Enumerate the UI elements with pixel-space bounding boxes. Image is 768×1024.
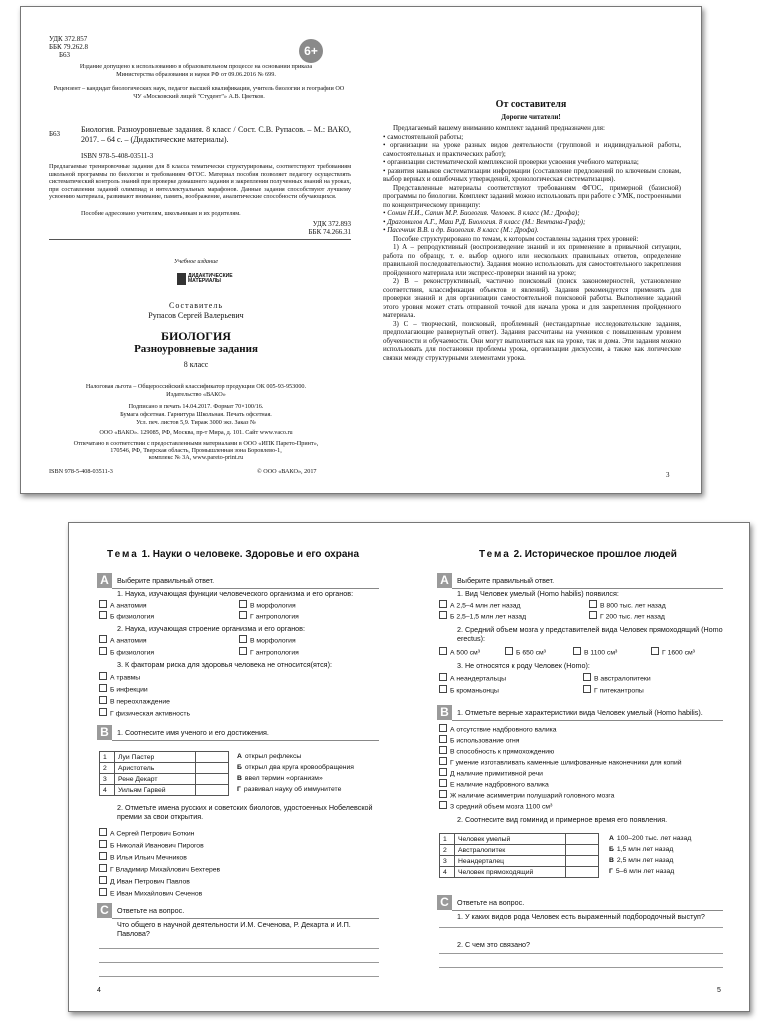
book-title: БИОЛОГИЯ [161, 329, 231, 343]
answer-letter: Г [609, 868, 613, 875]
checkbox[interactable] [239, 647, 247, 655]
divider [112, 918, 379, 919]
checkbox[interactable] [99, 684, 107, 692]
answer-option[interactable] [99, 840, 204, 850]
table-row [100, 752, 229, 763]
printing-house-3: комплекс № 3А, www.pareto-print.ru [148, 454, 244, 461]
preface-paragraph: Представленные материалы соответствуют требованиям ФГОС, примерной (базисной) программы по биологии. Комплект заданий можно использовать при работе с УМК, построенными по концентрическому принципу: [383, 183, 681, 209]
checkbox[interactable] [439, 735, 447, 743]
checkbox[interactable] [99, 864, 107, 872]
option-label: Д Иван Петрович Павлов [110, 878, 190, 886]
option-label: Б инфекции [110, 686, 148, 694]
answer-option[interactable] [99, 828, 194, 838]
answer-line[interactable] [439, 967, 723, 968]
option-label: Б физиология [110, 613, 155, 621]
bbk-code-2: ББК 74.266.31 [308, 228, 351, 236]
option-label: А 500 см³ [450, 649, 480, 657]
bbk-code: ББК 79.262.8 [49, 43, 88, 51]
answer-text: 5–6 млн лет назад [615, 868, 675, 875]
table-row [100, 763, 229, 774]
compiler-name: Рупасов Сергей Валерьевич [148, 311, 244, 320]
answer-option[interactable] [589, 611, 665, 621]
option-label: А 2,5–4 млн лет назад [450, 602, 521, 610]
checkbox[interactable] [439, 600, 447, 608]
level-c-badge: C [437, 895, 452, 910]
option-label: Б кроманьонцы [450, 687, 499, 695]
match-answer [609, 846, 673, 853]
topic-name: 2. Историческое прошлое людей [513, 549, 677, 560]
answer-option[interactable] [99, 888, 202, 898]
answer-option[interactable] [99, 611, 154, 621]
level-a-badge: A [437, 573, 452, 588]
option-label: Ж наличие асимметрии полушарий головного мозга [450, 792, 615, 800]
option-label: Б Николай Иванович Пирогов [110, 842, 204, 850]
checkbox[interactable] [239, 611, 247, 619]
question-b2: 2. Отметьте имена русских и советских биологов, удостоенных Нобелевской премии за свои открытия. [117, 803, 373, 821]
option-label: Г Владимир Михайлович Бехтерев [110, 866, 221, 874]
checkbox[interactable] [439, 768, 447, 776]
table-cell: 3 [100, 774, 115, 785]
question-a1: 1. Наука, изучающая функции человеческого организма и его органов: [117, 589, 354, 598]
option-label: Б 650 см³ [516, 649, 546, 657]
answer-text: открыл рефлексы [244, 753, 302, 760]
answer-option[interactable] [439, 746, 554, 756]
answer-cell[interactable] [196, 763, 229, 774]
compiler-label: Составитель [169, 301, 223, 310]
answer-option[interactable] [99, 672, 140, 682]
option-label: Б использование огня [450, 737, 520, 745]
option-label: Г антропология [250, 613, 299, 621]
answer-cell[interactable] [566, 867, 599, 878]
match-answer [237, 786, 341, 793]
section-b-instruction: 1. Отметьте верные характеристики вида Человек умелый (Homo habilis). [457, 708, 703, 717]
answer-line[interactable] [99, 962, 379, 963]
preface-bullet: • Пасечник В.В. и др. Биология. 8 класс (М.: Дрофа). [383, 226, 539, 234]
option-label: З средний объем мозга 1100 см³ [450, 803, 553, 811]
preface-paragraph: 1) А – репродуктивный (воспроизведение знаний и их применение в привычной ситуации, работа по образцу, т. е. выбор одного или нескольких правильных ответов, определение правильной последовательности). Задания можно использовать для самостоятельного закрепления пройденного материала или экспресс-проверки знаний на уроке; [383, 243, 681, 277]
answer-line[interactable] [99, 976, 379, 977]
checkbox[interactable] [99, 852, 107, 860]
checkbox[interactable] [239, 600, 247, 608]
table-row [100, 774, 229, 785]
publisher: Издательство «ВАКО» [166, 391, 226, 398]
section-c-instruction: Ответьте на вопрос. [457, 898, 525, 907]
answer-option[interactable] [99, 852, 187, 862]
answer-text: 1,5 млн лет назад [616, 846, 674, 853]
checkbox[interactable] [99, 696, 107, 704]
question-a3: 3. К факторам риска для здоровья человека не относится(ятся): [117, 660, 332, 669]
section-a-instruction: Выберите правильный ответ. [457, 576, 555, 585]
topic-label: Тема [107, 549, 139, 560]
catalog-code: Б63 [49, 130, 61, 138]
level-b-badge: B [97, 725, 112, 740]
section-c-header [97, 903, 379, 919]
table-cell: Австралопитек [455, 845, 566, 856]
answer-option[interactable] [239, 647, 299, 657]
answer-option[interactable] [99, 696, 170, 706]
divider [112, 740, 379, 741]
page-number-3: 3 [666, 471, 670, 479]
series-logo-text: ДИДАКТИЧЕСКИЕ МАТЕРИАЛЫ [188, 272, 233, 285]
answer-option[interactable] [439, 779, 549, 789]
checkbox[interactable] [505, 647, 513, 655]
checkbox[interactable] [439, 611, 447, 619]
answer-letter: Б [237, 764, 242, 771]
table-cell: Человек прямоходящий [455, 867, 566, 878]
question-a2: 2. Средний объем мозга у представителей вида Человек прямоходящий (Homo erectus): [457, 625, 723, 643]
answer-option[interactable] [99, 684, 148, 694]
answer-option[interactable] [505, 647, 546, 657]
table-cell: 4 [100, 785, 115, 796]
table-cell: 3 [440, 856, 455, 867]
preface-bullet: • организации на уроке разных видов деятельности (групповой и индивидуальной работы, самостоятельных и практических работ); [383, 141, 681, 158]
divider [452, 720, 723, 721]
udk-code-2: УДК 372.893 [312, 220, 351, 228]
answer-option[interactable] [439, 647, 480, 657]
option-label: Е Иван Михайлович Сеченов [110, 890, 203, 898]
option-label: В 800 тыс. лет назад [600, 602, 666, 610]
checkbox[interactable] [439, 685, 447, 693]
answer-cell[interactable] [566, 845, 599, 856]
answer-letter: А [237, 753, 242, 760]
answer-text: 2,5 млн лет назад [616, 857, 674, 864]
option-label: А отсутствие надбровного валика [450, 726, 557, 734]
topic-name: 1. Науки о человеке. Здоровье и его охрана [141, 549, 360, 560]
answer-text: открыл два круга кровообращения [244, 764, 354, 771]
book-subtitle: Разноуровневые задания [134, 343, 258, 355]
answer-option[interactable] [99, 864, 220, 874]
table-cell: 2 [440, 845, 455, 856]
checkbox[interactable] [99, 672, 107, 680]
level-c-badge: C [97, 903, 112, 918]
answer-option[interactable] [651, 647, 695, 657]
answer-option[interactable] [439, 600, 520, 610]
section-b-header [97, 725, 379, 741]
section-b-header [437, 705, 723, 721]
option-label: А неандертальцы [450, 675, 506, 683]
table-cell: 2 [100, 763, 115, 774]
answer-option[interactable] [583, 685, 644, 695]
option-label: Б 2,5–1,5 млн лет назад [450, 613, 527, 621]
checkbox[interactable] [651, 647, 659, 655]
answer-option[interactable] [239, 635, 296, 645]
question-c2: 2. С чем это связано? [457, 940, 531, 949]
answer-letter: В [237, 775, 242, 782]
answer-text: ввел термин «организм» [244, 775, 323, 782]
reviewer-note: Рецензент – кандидат биологических наук, педагог высшей квалификации, учитель биологии и географии ОО ЧУ «Московский лицей "Студент"» А.В. Цветков. [53, 85, 345, 100]
topic-2-title [479, 549, 677, 560]
answer-option[interactable] [573, 647, 617, 657]
matching-table-left [99, 751, 229, 796]
checkbox[interactable] [439, 647, 447, 655]
option-label: В австралопитеки [594, 675, 651, 683]
table-row [440, 845, 599, 856]
section-a-header [437, 573, 723, 589]
book-spread-pages-2-3 [20, 6, 702, 494]
answer-option[interactable] [99, 647, 154, 657]
answer-letter: Б [609, 846, 614, 853]
table-cell: Неандерталец [455, 856, 566, 867]
checkbox[interactable] [99, 876, 107, 884]
checkbox[interactable] [439, 757, 447, 765]
preface-bullet: • Драгомилов А.Г., Маш Р.Д. Биология. 8 класс (М.: Вентана-Граф); [383, 217, 586, 226]
table-row [440, 834, 599, 845]
level-b-badge: B [437, 705, 452, 720]
print-info-1: Подписано в печать 14.04.2017. Формат 70×100/16. [128, 403, 264, 410]
option-label: А анатомия [110, 637, 147, 645]
page-number-5: 5 [717, 987, 721, 994]
option-label: Г физическая активность [110, 710, 190, 718]
answer-option[interactable] [439, 768, 543, 778]
series-logo [177, 270, 233, 288]
table-cell: 1 [440, 834, 455, 845]
option-label: Б физиология [110, 649, 155, 657]
print-info-2: Бумага офсетная. Гарнитура Школьная. Печать офсетная. [120, 411, 272, 418]
printing-house-2: 170546, РФ, Тверская область, Промышленная зона Боровлево-1, [110, 447, 282, 454]
checkbox[interactable] [99, 888, 107, 896]
option-label: В Илья Ильич Мечников [110, 854, 187, 862]
answer-option[interactable] [439, 685, 499, 695]
divider [49, 239, 351, 240]
answer-option[interactable] [439, 673, 506, 683]
checkbox[interactable] [99, 635, 107, 643]
udk-code: УДК 372.857 [49, 35, 88, 43]
isbn-top: ISBN 978-5-408-03511-3 [81, 152, 154, 160]
table-row [440, 856, 599, 867]
audience-note: Пособие адресовано учителям, школьникам и их родителям. [81, 210, 241, 217]
grade: 8 класс [183, 360, 209, 369]
checkbox[interactable] [99, 840, 107, 848]
book-logo-icon [177, 273, 186, 285]
answer-option[interactable] [439, 757, 682, 767]
catalog-entry: Биология. Разноуровневые задания. 8 класс / Сост. С.В. Рупасов. – М.: ВАКО, 2017. – 64 с. – (Дидактические материалы). [81, 125, 351, 144]
section-c-header [437, 895, 723, 911]
checkbox[interactable] [439, 724, 447, 732]
option-label: Г 1600 см³ [662, 649, 695, 657]
answer-option[interactable] [439, 724, 557, 734]
preface-greeting: Дорогие читатели! [501, 113, 561, 121]
print-info-3: Усл. печ. листов 5,9. Тираж 3000 экз. Заказ № [136, 419, 256, 426]
answer-cell[interactable] [196, 774, 229, 785]
topic-label: Тема [479, 549, 511, 560]
answer-option[interactable] [439, 611, 526, 621]
matching-table-right [439, 833, 599, 878]
option-label: Г питекантропы [594, 687, 644, 695]
approval-note: Издание допущено к использованию в образовательном процессе на основании приказа Министерства образования и науки РФ от 09.06.2016 № 699. [79, 63, 313, 78]
age-rating-badge: 6+ [299, 39, 323, 63]
checkbox[interactable] [439, 673, 447, 681]
answer-line[interactable] [99, 948, 379, 949]
checkbox[interactable] [99, 647, 107, 655]
checkbox[interactable] [99, 611, 107, 619]
section-a-instruction: Выберите правильный ответ. [117, 576, 215, 585]
answer-text: 100–200 тыс. лет назад [616, 835, 692, 842]
checkbox[interactable] [99, 828, 107, 836]
section-c-instruction: Ответьте на вопрос. [117, 906, 185, 915]
table-cell: Человек умелый [455, 834, 566, 845]
topic-1-title [107, 549, 359, 560]
printing-house-1: Отпечатано в соответствии с предоставленными материалами в ООО «ИПК Парето-Принт», [73, 440, 319, 447]
preface-bullet: • развития навыков систематизации информации (составление предложений по ключевым словам, выбор верных и ошибочных утверждений, хронологическая систематизация). [383, 166, 681, 183]
answer-option[interactable] [583, 673, 651, 683]
checkbox[interactable] [99, 600, 107, 608]
answer-option[interactable] [439, 790, 614, 800]
table-cell: Рене Декарт [115, 774, 196, 785]
table-cell: Уильям Гарвей [115, 785, 196, 796]
table-cell: 1 [100, 752, 115, 763]
answer-option[interactable] [439, 735, 519, 745]
answer-letter: А [609, 835, 614, 842]
answer-option[interactable] [239, 611, 299, 621]
answer-option[interactable] [239, 600, 296, 610]
preface-bullet: • организации систематической комплексной проверки усвоения учебного материала; [383, 158, 639, 166]
answer-option[interactable] [439, 801, 552, 811]
checkbox[interactable] [439, 779, 447, 787]
answer-cell[interactable] [196, 785, 229, 796]
option-label: В переохлаждение [110, 698, 170, 706]
option-label: А Сергей Петрович Боткин [110, 830, 195, 838]
checkbox[interactable] [589, 611, 597, 619]
edition-type: Учебное издание [174, 258, 218, 265]
table-row [440, 867, 599, 878]
option-label: А анатомия [110, 602, 147, 610]
book-spread-pages-4-5 [68, 522, 750, 1012]
option-label: Д наличие примитивной речи [450, 770, 543, 778]
preface-text [383, 124, 681, 362]
option-label: В 1100 см³ [584, 649, 618, 657]
preface-bullet: • Сонин Н.И., Сапин М.Р. Биология. Человек. 8 класс (М.: Дрофа); [383, 209, 580, 217]
answer-cell[interactable] [196, 752, 229, 763]
answer-option[interactable] [589, 600, 666, 610]
preface-heading: От составителя [495, 99, 567, 110]
section-b-instruction: 1. Соотнесите имя ученого и его достижения. [117, 728, 269, 737]
checkbox[interactable] [239, 635, 247, 643]
preface-paragraph: 3) С – творческий, поисковый, проблемный (нестандартные исследовательские задания, предполагающие развернутый ответ). Задания рассчитаны на учеников с повышенным уровнем обученности и обучаемости. Они могут выполняться как на уроке, так и дома. Эти задания можно использовать для постановки проблемы урока, организации дискуссии, а также как логические связки между структурными элементами урока. [383, 319, 681, 362]
answer-line[interactable] [439, 953, 723, 954]
answer-line[interactable] [439, 927, 723, 928]
answer-option[interactable] [99, 635, 147, 645]
option-label: В морфология [250, 637, 296, 645]
preface-paragraph: Предлагаемый вашему вниманию комплект заданий предназначен для: [393, 124, 605, 132]
question-a2: 2. Наука, изучающая строение организма и его органов: [117, 624, 305, 633]
tax-note: Налоговая льгота – Общероссийский классификатор продукции ОК 005-93-953000. [85, 383, 307, 390]
question-c1: 1. У каких видов рода Человек есть выраженный подбородочный выступ? [457, 912, 705, 921]
option-label: В морфология [250, 602, 296, 610]
answer-letter: В [609, 857, 614, 864]
checkbox[interactable] [439, 746, 447, 754]
checkbox[interactable] [99, 708, 107, 716]
table-cell: Аристотель [115, 763, 196, 774]
checkbox[interactable] [583, 673, 591, 681]
preface-bullet: • самостоятельной работы; [383, 132, 464, 141]
answer-cell[interactable] [566, 834, 599, 845]
preface-paragraph: Пособие структурировано по темам, к которым составлены задания трех уровней: [393, 234, 639, 243]
page-number-4: 4 [97, 987, 101, 994]
match-answer [609, 835, 691, 842]
answer-option[interactable] [99, 600, 147, 610]
isbn-bottom: ISBN 978-5-408-03511-3 [49, 468, 113, 475]
option-label: Г 200 тыс. лет назад [600, 613, 665, 621]
checkbox[interactable] [439, 801, 447, 809]
book-abstract: Предлагаемые тренировочные задания для 8 класса тематически структурированы, соответствуют требованиям школьной программы по биологии и требованиям ФГОС. Материал пособия позволяет педагогу осуществлять систематический контроль знаний при проверке домашнего задания и закреплении полученных знаний на уроках, при составлении заданий олимпиад и интеллектуальных марафонов. Данные задания способствуют лучшему усвоению материала, развивают внимание, память, воображение, аналитические способности обучающихся. [49, 163, 351, 201]
preface-paragraph: 2) В – реконструктивный, частично поисковый (поиск закономерностей, установление соответствия, классификация объектов и явлений). Задания рекомендуется применять для проверки знаний и для организации самостоятельной поисковой работы. Выполнение заданий этого уровня может стать отправной точкой для начала урока и для закрепления пройденного материала. [383, 277, 681, 319]
question-c: Что общего в научной деятельности И.М. Сеченова, Р. Декарта и И.П. Павлова? [117, 920, 351, 938]
table-cell: Луи Пастер [115, 752, 196, 763]
match-answer [237, 775, 323, 782]
question-b2: 2. Соотнесите вид гоминид и примерное время его появления. [457, 815, 668, 824]
level-a-badge: A [97, 573, 112, 588]
answer-text: развивал науку об иммунитете [243, 786, 342, 793]
publisher-address: ООО «ВАКО». 129085, РФ, Москва, пр-т Мира, д. 101. Сайт www.vaco.ru [99, 429, 293, 436]
question-a1: 1. Вид Человек умелый (Homo habilis) появился: [457, 589, 619, 598]
question-a3: 3. Не относятся к роду Человек (Homo): [457, 661, 590, 670]
match-answer [237, 764, 354, 771]
author-mark: Б63 [59, 51, 71, 59]
table-row [100, 785, 229, 796]
checkbox[interactable] [573, 647, 581, 655]
answer-option[interactable] [99, 876, 190, 886]
option-label: Е наличие надбровного валика [450, 781, 549, 789]
option-label: Г умение изготавливать каменные шлифованные наконечники для копий [450, 759, 682, 767]
checkbox[interactable] [589, 600, 597, 608]
match-answer [609, 868, 674, 875]
option-label: Г антропология [250, 649, 299, 657]
match-answer [609, 857, 673, 864]
option-label: В способность к прямохождению [450, 748, 555, 756]
section-a-header [97, 573, 379, 589]
divider [452, 910, 723, 911]
option-label: А травмы [110, 674, 141, 682]
answer-cell[interactable] [566, 856, 599, 867]
checkbox[interactable] [439, 790, 447, 798]
table-cell: 4 [440, 867, 455, 878]
checkbox[interactable] [583, 685, 591, 693]
answer-letter: Г [237, 786, 241, 793]
copyright: © ООО «ВАКО», 2017 [257, 468, 317, 475]
answer-option[interactable] [99, 708, 190, 718]
match-answer [237, 753, 301, 760]
